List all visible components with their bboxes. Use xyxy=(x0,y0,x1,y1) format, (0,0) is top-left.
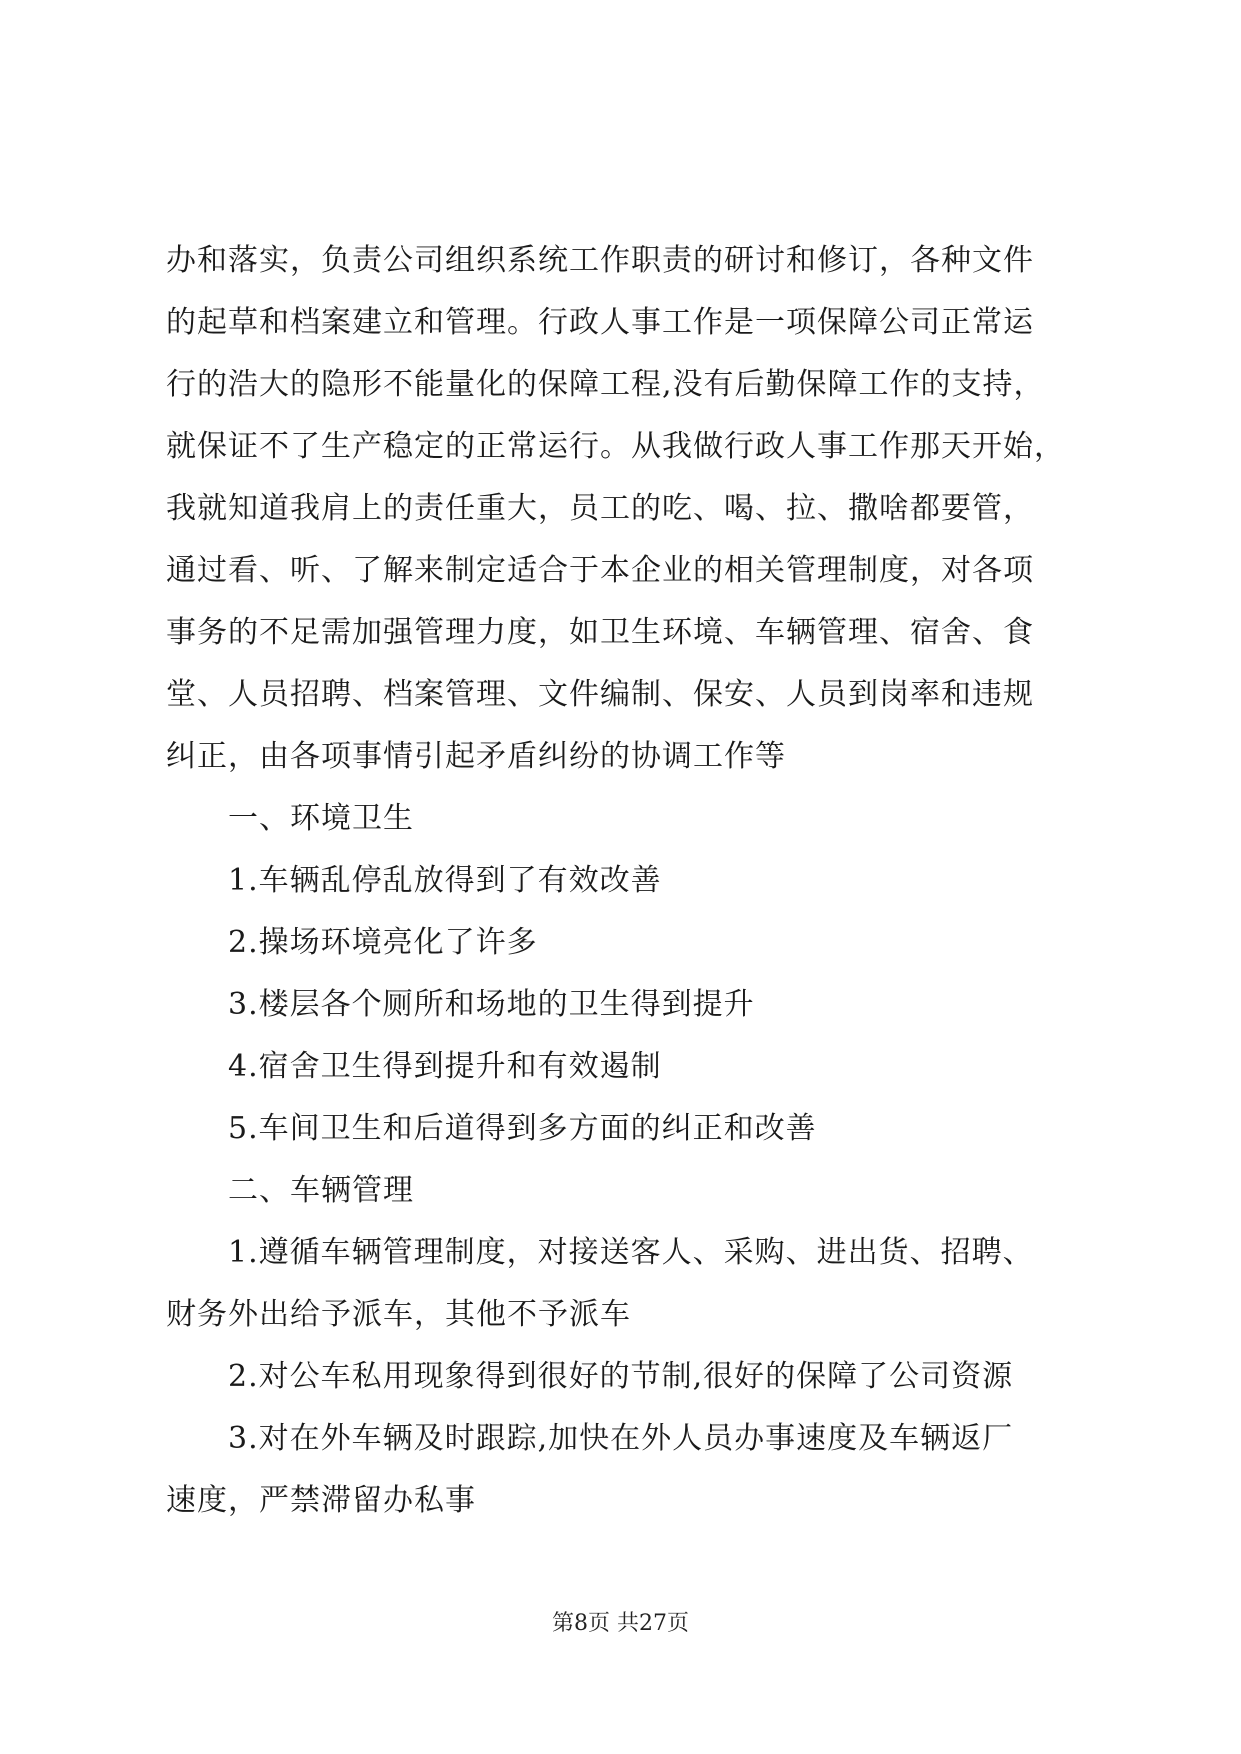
list-item: 2.操场环境亮化了许多 xyxy=(228,925,538,960)
section-heading: 一、环境卫生 xyxy=(228,801,414,836)
paragraph-line: 堂、人员招聘、档案管理、文件编制、保安、人员到岗率和违规 xyxy=(166,677,1034,712)
list-item: 1.车辆乱停乱放得到了有效改善 xyxy=(228,863,662,898)
section-heading: 二、车辆管理 xyxy=(228,1173,414,1208)
list-item: 1.遵循车辆管理制度，对接送客人、采购、进出货、招聘、 xyxy=(228,1235,1034,1270)
paragraph-line: 纠正，由各项事情引起矛盾纠纷的协调工作等 xyxy=(166,739,786,774)
paragraph-line: 事务的不足需加强管理力度，如卫生环境、车辆管理、宿舍、食 xyxy=(166,615,1034,650)
list-item: 2.对公车私用现象得到很好的节制,很好的保障了公司资源 xyxy=(228,1359,1014,1394)
paragraph-line: 就保证不了生产稳定的正常运行。从我做行政人事工作那天开始， xyxy=(166,429,1065,464)
paragraph-line: 办和落实，负责公司组织系统工作职责的研讨和修订，各种文件 xyxy=(166,243,1034,278)
list-item: 3.对在外车辆及时跟踪,加快在外人员办事速度及车辆返厂 xyxy=(228,1421,1014,1456)
list-item: 5.车间卫生和后道得到多方面的纠正和改善 xyxy=(228,1111,817,1146)
paragraph-line: 行的浩大的隐形不能量化的保障工程,没有后勤保障工作的支持， xyxy=(166,367,1045,402)
paragraph-line: 通过看、听、了解来制定适合于本企业的相关管理制度，对各项 xyxy=(166,553,1034,588)
list-item: 3.楼层各个厕所和场地的卫生得到提升 xyxy=(228,987,755,1022)
list-item: 4.宿舍卫生得到提升和有效遏制 xyxy=(228,1049,662,1084)
page-number-footer: 第8页 共27页 xyxy=(552,1611,689,1636)
list-item-continuation: 财务外出给予派车，其他不予派车 xyxy=(166,1297,631,1332)
paragraph-line: 我就知道我肩上的责任重大，员工的吃、喝、拉、撒啥都要管， xyxy=(166,491,1034,526)
list-item-continuation: 速度，严禁滞留办私事 xyxy=(166,1483,476,1518)
document-body xyxy=(166,230,1126,1532)
paragraph-line: 的起草和档案建立和管理。行政人事工作是一项保障公司正常运 xyxy=(166,305,1034,340)
